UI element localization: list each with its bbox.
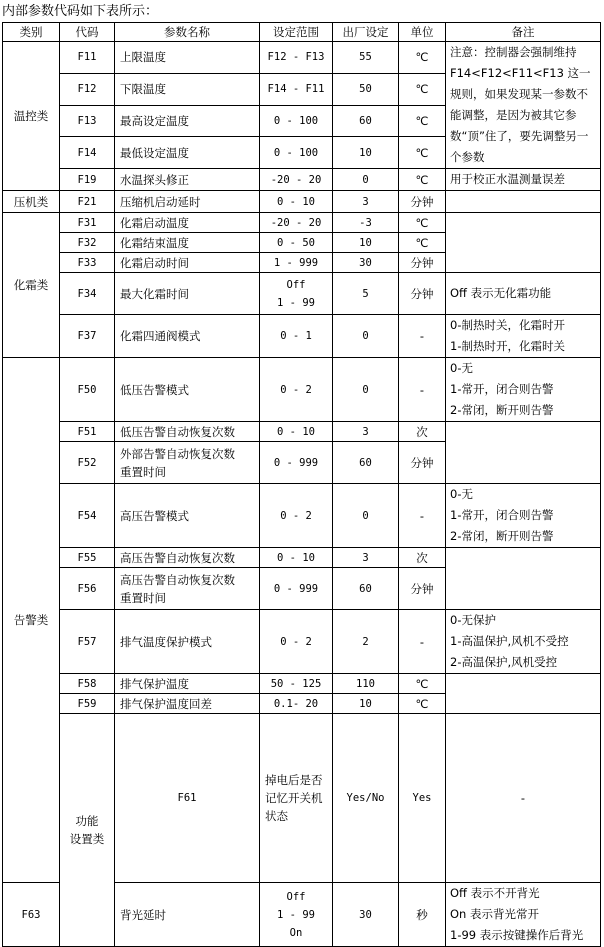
default-cell: 10 [333, 694, 399, 714]
default-cell: 3 [333, 548, 399, 568]
note-cell [446, 674, 601, 714]
default-cell: 60 [333, 568, 399, 610]
category-cell: 化霜类 [3, 213, 60, 358]
name-cell: 化霜启动温度 [115, 213, 260, 233]
range-cell [260, 273, 333, 315]
code-cell: F21 [60, 191, 115, 213]
range-line: On [289, 926, 303, 939]
table-row [3, 358, 601, 422]
default-cell: Yes [399, 714, 446, 883]
name-cell: 排气保护温度 [115, 674, 260, 694]
code-cell: F11 [60, 42, 115, 74]
code-cell: F12 [60, 73, 115, 105]
range-cell: Yes/No [333, 714, 399, 883]
header-note: 备注 [446, 23, 601, 42]
unit-cell: 分钟 [399, 273, 446, 315]
category-cell: 温控类 [3, 42, 60, 191]
name-cell [115, 568, 260, 610]
range-cell: -20 - 20 [260, 169, 333, 191]
note-line: 1-常开，闭合则告警 [450, 508, 554, 522]
code-cell: F19 [60, 169, 115, 191]
code-cell: F51 [60, 422, 115, 442]
note-line: 0-无 [450, 361, 473, 375]
code-cell: F56 [60, 568, 115, 610]
note-cell [446, 358, 601, 422]
table-header-row [3, 23, 601, 42]
unit-cell: 分钟 [399, 191, 446, 213]
note-line: 2-常闭，断开则告警 [450, 529, 554, 543]
range-cell: 0 - 2 [260, 610, 333, 674]
default-cell: 0 [333, 315, 399, 358]
range-cell: 1 - 999 [260, 253, 333, 273]
name-cell: 排气温度保护模式 [115, 610, 260, 674]
unit-cell: ℃ [399, 42, 446, 74]
unit-cell: ℃ [399, 73, 446, 105]
range-cell: 0 - 10 [260, 548, 333, 568]
range-cell: 0 - 10 [260, 422, 333, 442]
default-cell: 50 [333, 73, 399, 105]
table-row [3, 315, 601, 358]
code-cell: F52 [60, 442, 115, 484]
name-cell: 化霜结束温度 [115, 233, 260, 253]
unit-cell: 次 [399, 422, 446, 442]
range-cell: 0 - 100 [260, 105, 333, 137]
range-cell: 0 - 10 [260, 191, 333, 213]
range-line: Off [286, 890, 306, 903]
default-cell: 2 [333, 610, 399, 674]
note-cell: 用于校正水温测量误差 [446, 169, 601, 191]
category-cell: 压机类 [3, 191, 60, 213]
name-cell: 最高设定温度 [115, 105, 260, 137]
code-cell: F32 [60, 233, 115, 253]
range-cell: 0 - 2 [260, 484, 333, 548]
note-cell [446, 610, 601, 674]
note-cell [446, 213, 601, 273]
default-cell: 10 [333, 233, 399, 253]
note-cell [446, 191, 601, 213]
table-row [3, 273, 601, 315]
default-cell: 110 [333, 674, 399, 694]
note-line: 1-制热时开，化霜时关 [450, 339, 565, 353]
table-row [3, 548, 601, 568]
code-cell: F33 [60, 253, 115, 273]
note-cell [446, 315, 601, 358]
header-range: 设定范围 [260, 23, 333, 42]
table-row [3, 714, 601, 883]
unit-cell: - [446, 714, 601, 883]
header-default: 出厂设定 [333, 23, 399, 42]
unit-cell: ℃ [399, 694, 446, 714]
name-line: 重置时间 [120, 590, 166, 605]
range-cell: 0 - 50 [260, 233, 333, 253]
page-title: 内部参数代码如下表所示： [2, 4, 159, 19]
name-cell: 压缩机启动延时 [115, 191, 260, 213]
note-cell [446, 422, 601, 484]
table-row [3, 42, 601, 74]
name-cell: 背光延时 [115, 883, 260, 947]
unit-cell: 秒 [399, 883, 446, 947]
category-line: 设置类 [69, 832, 105, 846]
note-line: 0-无 [450, 487, 473, 501]
name-line: 重置时间 [120, 464, 166, 479]
range-cell: 0 - 1 [260, 315, 333, 358]
default-cell: 0 [333, 484, 399, 548]
code-cell: F50 [60, 358, 115, 422]
note-line: On 表示背光常开 [450, 907, 539, 921]
unit-cell: 分钟 [399, 442, 446, 484]
table-row [3, 191, 601, 213]
default-cell: 5 [333, 273, 399, 315]
table-row [3, 674, 601, 694]
unit-cell: ℃ [399, 233, 446, 253]
code-cell: F54 [60, 484, 115, 548]
code-cell: F14 [60, 137, 115, 169]
name-cell: 低压告警模式 [115, 358, 260, 422]
unit-cell: 分钟 [399, 568, 446, 610]
code-cell: F13 [60, 105, 115, 137]
default-cell: -3 [333, 213, 399, 233]
note-cell [446, 484, 601, 548]
header-category: 类别 [3, 23, 60, 42]
range-cell: -20 - 20 [260, 213, 333, 233]
table-row [3, 422, 601, 442]
unit-cell: ℃ [399, 105, 446, 137]
default-cell: 30 [333, 883, 399, 947]
name-cell: 高压告警模式 [115, 484, 260, 548]
code-cell: F34 [60, 273, 115, 315]
code-cell: F61 [115, 714, 260, 883]
range-cell: 0 - 999 [260, 442, 333, 484]
range-line: Off [286, 278, 306, 291]
header-unit: 单位 [399, 23, 446, 42]
table-row [3, 610, 601, 674]
range-cell: 0 - 999 [260, 568, 333, 610]
unit-cell: ℃ [399, 213, 446, 233]
note-line: 2-高温保护,风机受控 [450, 655, 558, 669]
range-line: 1 - 99 [277, 296, 315, 309]
code-cell: F57 [60, 610, 115, 674]
note-line: 2-常闭，断开则告警 [450, 403, 554, 417]
code-cell: F59 [60, 694, 115, 714]
code-cell: F63 [3, 883, 60, 947]
note-line: 1-高温保护,风机不受控 [450, 634, 569, 648]
default-cell: 30 [333, 253, 399, 273]
code-cell: F55 [60, 548, 115, 568]
header-code: 代码 [60, 23, 115, 42]
name-line: 状态 [265, 809, 288, 823]
unit-cell: 次 [399, 548, 446, 568]
code-cell: F58 [60, 674, 115, 694]
parameter-table [2, 22, 601, 947]
default-cell: 10 [333, 137, 399, 169]
name-line: 外部告警自动恢复次数 [120, 446, 235, 461]
note-line: Off 表示不开背光 [450, 886, 540, 900]
unit-cell: - [399, 358, 446, 422]
name-cell: 排气保护温度回差 [115, 694, 260, 714]
default-cell: 0 [333, 169, 399, 191]
name-line: 掉电后是否记忆开关机 [265, 773, 323, 805]
name-cell [115, 442, 260, 484]
category-line: 功能 [75, 814, 99, 828]
name-cell: 高压告警自动恢复次数 [115, 548, 260, 568]
default-cell: 60 [333, 442, 399, 484]
category-cell: 告警类 [3, 358, 60, 883]
note-cell [446, 883, 601, 947]
unit-cell: - [399, 315, 446, 358]
note-line: 1-99 表示按键操作后背光 [450, 928, 584, 942]
note-line: 0-制热时关，化霜时开 [450, 318, 565, 332]
range-cell: F12 - F13 [260, 42, 333, 74]
range-cell: 0.1- 20 [260, 694, 333, 714]
unit-cell: ℃ [399, 137, 446, 169]
note-cell [446, 548, 601, 610]
note-line: 1-常开，闭合则告警 [450, 382, 554, 396]
note-cell: Off 表示无化霜功能 [446, 273, 601, 315]
range-cell [260, 883, 333, 947]
name-cell: 上限温度 [115, 42, 260, 74]
range-cell: 50 - 125 [260, 674, 333, 694]
name-cell [260, 714, 333, 883]
default-cell: 0 [333, 358, 399, 422]
range-cell: 0 - 100 [260, 137, 333, 169]
name-cell: 水温探头修正 [115, 169, 260, 191]
name-cell: 化霜启动时间 [115, 253, 260, 273]
name-cell: 化霜四通阀模式 [115, 315, 260, 358]
note-line: 0-无保护 [450, 613, 496, 627]
unit-cell: 分钟 [399, 253, 446, 273]
header-name: 参数名称 [115, 23, 260, 42]
default-cell: 60 [333, 105, 399, 137]
code-cell: F37 [60, 315, 115, 358]
default-cell: 3 [333, 191, 399, 213]
note-cell: 注意：控制器会强制维持F14<F12<F11<F13 这一规则，如果发现某一参数不能调整，是因为被其它参数“顶”住了，要先调整另一个参数 [446, 42, 601, 169]
range-line: 1 - 99 [277, 908, 315, 921]
category-cell [60, 714, 115, 947]
code-cell: F31 [60, 213, 115, 233]
unit-cell: ℃ [399, 674, 446, 694]
range-cell: 0 - 2 [260, 358, 333, 422]
unit-cell: ℃ [399, 169, 446, 191]
default-cell: 3 [333, 422, 399, 442]
unit-cell: - [399, 610, 446, 674]
name-cell: 最低设定温度 [115, 137, 260, 169]
name-cell: 下限温度 [115, 73, 260, 105]
table-row [3, 484, 601, 548]
table-row [3, 169, 601, 191]
default-cell: 55 [333, 42, 399, 74]
name-cell: 低压告警自动恢复次数 [115, 422, 260, 442]
table-row [3, 213, 601, 233]
unit-cell: - [399, 484, 446, 548]
name-cell: 最大化霜时间 [115, 273, 260, 315]
range-cell: F14 - F11 [260, 73, 333, 105]
name-line: 高压告警自动恢复次数 [120, 572, 235, 587]
